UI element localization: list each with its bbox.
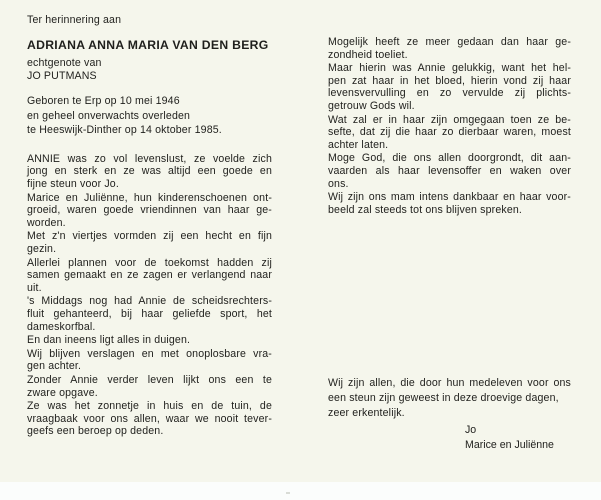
- death-line-1: en geheel onverwachts overleden: [27, 109, 191, 122]
- thanks-line: Wij zijn allen, die door hun medeleven voor ons: [328, 377, 571, 389]
- text-line: uit.: [27, 281, 42, 294]
- signature-block: [465, 423, 554, 453]
- spouse-name: JO PUTMANS: [27, 69, 97, 82]
- memorial-paragraph: [328, 152, 571, 190]
- text-line: gen achter.: [27, 360, 82, 373]
- memorial-paragraph: [328, 62, 571, 112]
- left-memorial-text: [27, 153, 272, 438]
- memorial-paragraph: [328, 36, 571, 61]
- birth-death-block: [27, 94, 272, 138]
- memorial-paragraph: [328, 191, 571, 216]
- text-line: Wat zal er in haar zijn omgegaan toen ze be-: [328, 113, 571, 126]
- signature-daughters: Marice en Juliënne: [465, 439, 554, 451]
- text-line: Ze was het zonnetje in huis en de tuin, de: [27, 400, 272, 413]
- thanks-line: zeer erkentelijk.: [328, 407, 405, 419]
- text-line: gezin.: [27, 243, 57, 256]
- thanks-line: een steun zijn geweest in deze droevige dagen,: [328, 392, 559, 404]
- text-line: zondheid toeliet.: [328, 48, 408, 61]
- text-line: pen zat haar in het bloed, hierin vond zij haar: [328, 74, 571, 87]
- signature-jo: Jo: [465, 424, 477, 436]
- text-line: 's Middags nog had Annie de scheidsrechters-: [27, 295, 272, 308]
- text-line: Maar hierin was Annie gelukkig, want het hel-: [328, 62, 571, 75]
- text-line: getrouw Gods wil.: [328, 99, 415, 112]
- text-line: Allerlei plannen voor de toekomst hadden zij: [27, 256, 272, 269]
- text-line: Wij zijn ons mam intens dankbaar en haar voor-: [328, 191, 571, 204]
- text-line: Marice en Juliënne, hun kinderenschoenen ont-: [27, 191, 272, 204]
- left-page: [27, 14, 272, 438]
- memorial-paragraph: [27, 295, 272, 333]
- text-line: groeid, waren goede vriendinnen van haar ge-: [27, 204, 272, 217]
- text-line: zware opgave.: [27, 386, 98, 399]
- text-line: Zonder Annie verder leven lijkt ons een te: [27, 373, 272, 386]
- text-line: ANNIE was zo vol levenslust, ze voelde zich: [27, 152, 272, 165]
- text-line: Met z'n viertjes vormden zij een hecht en fijn: [27, 230, 272, 243]
- death-line-2: te Heeswijk-Dinther op 14 oktober 1985.: [27, 124, 222, 137]
- spouse-label: echtgenote van: [27, 57, 102, 70]
- text-line: geefs een beroep op deden.: [27, 425, 164, 438]
- text-line: En dan ineens ligt alles in duigen.: [27, 334, 191, 347]
- text-line: ons.: [328, 177, 349, 190]
- text-line: vaarden als haar levensoffer en waken over: [328, 164, 571, 177]
- text-line: fijne steun voor Jo.: [27, 178, 119, 191]
- text-line: fluit gehanteerd, bij haar geliefde sport, het: [27, 308, 272, 320]
- memorial-paragraph: [27, 348, 272, 373]
- text-line: Mogelijk heeft ze meer gedaan dan haar ge-: [328, 36, 571, 48]
- right-page: [328, 35, 571, 216]
- paper-speck: [286, 492, 290, 494]
- text-line: samen gemaakt en ze zagen er verlangend naar: [27, 269, 272, 282]
- text-line: dameskorfbal.: [27, 320, 96, 333]
- intro-text: Ter herinnering aan: [27, 14, 122, 26]
- text-line: vraagbaak voor ons allen, waar we nooit tever-: [27, 412, 272, 425]
- memorial-paragraph: [27, 374, 272, 399]
- deceased-name: ADRIANA ANNA MARIA VAN DEN BERG: [27, 37, 269, 52]
- thanks-text: [328, 376, 571, 421]
- memorial-paragraph: [27, 334, 272, 347]
- text-line: jong en sterk en ze was altijd een goede en: [27, 165, 272, 178]
- right-memorial-text: [328, 36, 571, 216]
- text-line: levensvervulling en zo vervulde zij plichts-: [328, 87, 571, 100]
- memorial-paragraph: [27, 400, 272, 438]
- memorial-paragraph: [27, 153, 272, 191]
- text-line: worden.: [27, 216, 66, 229]
- text-line: Wij blijven verslagen en met onoplosbare vra-: [27, 347, 272, 360]
- memorial-paragraph: [328, 114, 571, 152]
- memorial-paragraph: [27, 230, 272, 255]
- text-line: beeld zal steeds tot ons blijven spreken.: [328, 203, 523, 216]
- memorial-paragraph: [27, 257, 272, 295]
- birth-line: Geboren te Erp op 10 mei 1946: [27, 95, 180, 108]
- text-line: sefte, dat zij die haar zo dierbaar waren, moest: [328, 126, 571, 139]
- memorial-paragraph: [27, 192, 272, 230]
- text-line: Moge God, die ons allen doorgrondt, dit aan-: [328, 152, 571, 165]
- text-line: achter laten.: [328, 138, 389, 151]
